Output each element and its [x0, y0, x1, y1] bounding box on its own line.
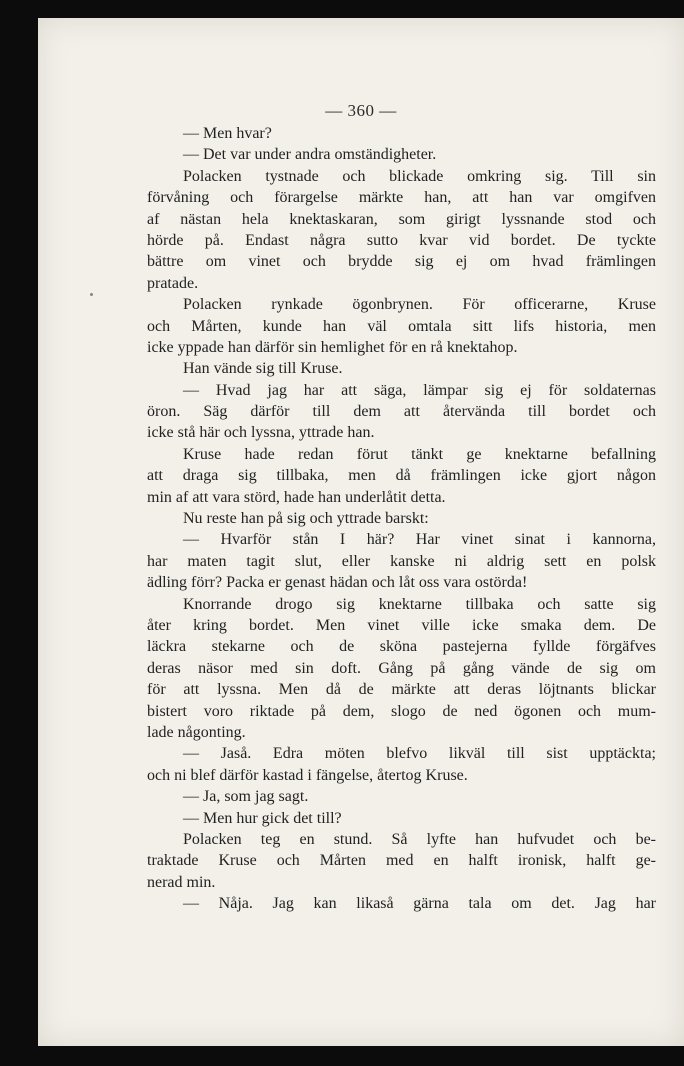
text-line: nerad min.	[147, 873, 216, 891]
text-line: — Ja, som jag sagt.	[183, 788, 309, 806]
text-line: — Men hvar?	[183, 125, 272, 142]
text-line: Polacken tystnade och blickade omkring sig. Till sin	[183, 167, 656, 185]
text-line: — Det var under andra omständigheter.	[183, 146, 437, 164]
text-line: Kruse hade redan förut tänkt ge knektarne befallning	[183, 445, 656, 463]
text-line: Knorrande drogo sig knektarne tillbaka och satte sig	[183, 595, 656, 613]
text-line: — Hvad jag har att säga, lämpar sig ej för soldaternas	[183, 381, 656, 399]
text-line: Polacken teg en stund. Så lyfte han hufvudet och be-	[183, 830, 656, 848]
text-line: traktade Kruse och Mårten med en halft ironisk, halft ge-	[147, 852, 656, 870]
text-line: och ni blef därför kastad i fängelse, återtog Kruse.	[147, 766, 468, 784]
text-line: — Men hur gick det till?	[183, 809, 342, 827]
text-line: Nu reste han på sig och yttrade barskt:	[183, 510, 429, 528]
body-text	[147, 123, 656, 914]
text-line: icke yppade han därför sin hemlighet för en rå knektahop.	[147, 338, 518, 356]
text-line: bistert voro riktade på dem, slogo de ned ögonen och mum-	[147, 702, 656, 720]
text-line: lade någonting.	[147, 723, 246, 741]
text-line: att draga sig tillbaka, men då främlingen icke gjort någon	[147, 467, 656, 485]
text-line: — Nåja. Jag kan likaså gärna tala om det. Jag har	[183, 895, 656, 913]
text-line: min af att vara störd, hade han underlåtit detta.	[147, 488, 446, 506]
text-line: för att lyssna. Men då de märkte att deras löjtnants blickar	[147, 681, 656, 699]
text-line: — Jaså. Edra möten blefvo likväl till sist upptäckta;	[183, 745, 656, 763]
text-line: deras näsor med sin doft. Gång på gång vände de sig om	[147, 659, 656, 677]
text-line: pratade.	[147, 274, 199, 292]
page-number: — 360 —	[325, 101, 397, 120]
text-line: icke stå här och lyssna, yttrade han.	[147, 424, 375, 442]
text-line: bättre om vinet och brydde sig ej om hvad främlingen	[147, 253, 656, 271]
text-line: har maten tagit slut, eller kanske ni aldrig sett en polsk	[147, 552, 656, 570]
text-line: läckra stekarne och de sköna pastejerna fyllde förgäfves	[147, 638, 656, 656]
text-line: — Hvarför stån I här? Har vinet sinat i kannorna,	[183, 531, 656, 549]
text-line: förvåning och förargelse märkte han, att han var omgifven	[147, 189, 656, 207]
text-line: af nästan hela knektaskaran, som girigt lyssnande stod och	[147, 210, 656, 228]
text-line: Polacken rynkade ögonbrynen. För officerarne, Kruse	[183, 296, 656, 314]
text-line: ädling förr? Packa er genast hädan och låt oss vara ostörda!	[147, 574, 528, 592]
text-line: åter kring bordet. Men vinet ville icke smaka dem. De	[147, 616, 656, 634]
text-line: och Mårten, kunde han väl omtala sitt lifs historia, men	[147, 317, 656, 335]
paper-speck	[90, 293, 93, 296]
text-line: Han vände sig till Kruse.	[183, 360, 343, 378]
text-line: öron. Säg därför till dem att återvända till bordet och	[147, 403, 656, 421]
book-page	[38, 18, 684, 1046]
text-line: hörde på. Endast några sutto kvar vid bordet. De tyckte	[147, 231, 656, 249]
